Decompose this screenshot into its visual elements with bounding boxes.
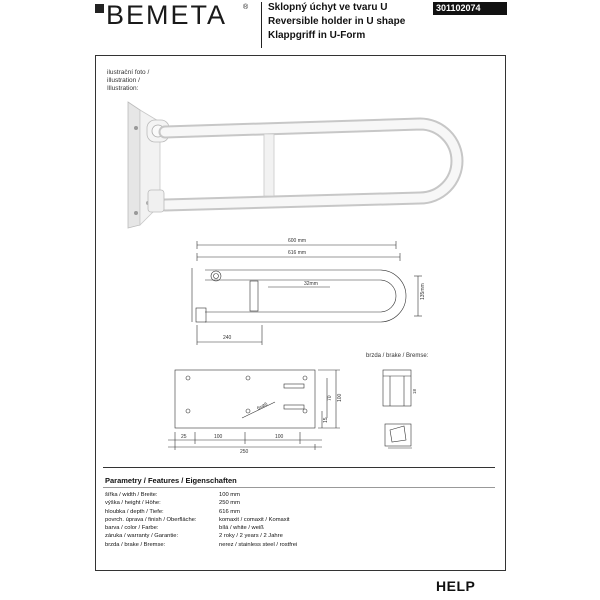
dim-616-label: 616 mm bbox=[288, 250, 307, 256]
param-value: 616 mm bbox=[219, 508, 240, 515]
product-code: 301102074 bbox=[433, 2, 507, 15]
param-key: barva / color / Farbe: bbox=[105, 525, 159, 532]
product-illustration bbox=[128, 102, 457, 228]
param-key: brzda / brake / Bremse: bbox=[105, 541, 166, 548]
dim-135-label: 135mm bbox=[420, 283, 426, 300]
illustration-label-cz: ilustrační foto / bbox=[107, 69, 150, 76]
params-divider bbox=[103, 487, 495, 488]
params-row bbox=[105, 532, 297, 540]
params-title: Parametry / Features / Eigenschaften bbox=[105, 476, 237, 485]
dim-600-label: 600 mm bbox=[288, 238, 307, 244]
dim-25-label: 25 bbox=[181, 434, 187, 440]
dim-32-label: 32mm bbox=[304, 281, 318, 287]
params-row bbox=[105, 541, 297, 549]
plate-front-view bbox=[168, 370, 340, 450]
params-row bbox=[105, 491, 297, 499]
params-row bbox=[105, 524, 297, 532]
param-key: výška / height / Höhe: bbox=[105, 500, 161, 507]
params-row bbox=[105, 508, 297, 516]
param-key: šířka / width / Breite: bbox=[105, 492, 158, 498]
title-de: Klappgriff in U-Form bbox=[268, 30, 366, 41]
params-table bbox=[105, 491, 297, 549]
params-divider-top bbox=[103, 467, 495, 468]
param-value: 100 mm bbox=[219, 492, 240, 498]
top-view-drawing bbox=[192, 241, 422, 345]
param-key: hloubka / depth / Tiefe: bbox=[105, 508, 164, 515]
help-label: HELP bbox=[436, 578, 476, 594]
dim-100b-label: 100 bbox=[275, 434, 284, 440]
brake-label: brzda / brake / Bremse: bbox=[366, 353, 429, 359]
title-en: Reversible holder in U shape bbox=[268, 16, 406, 27]
param-value: bílá / white / weiß bbox=[219, 525, 264, 532]
param-value: 2 roky / 2 years / 2 Jahre bbox=[219, 533, 283, 540]
dim-240-label: 240 bbox=[223, 335, 232, 341]
param-value: komaxit / comaxit / Komaxit bbox=[219, 516, 290, 523]
title-cz: Sklopný úchyt ve tvaru U bbox=[268, 2, 388, 13]
dim-100a-label: 100 bbox=[214, 434, 223, 440]
param-key: povrch. úprava / finish / Oberfläche: bbox=[105, 516, 197, 523]
dim-15-label: 15 bbox=[323, 417, 329, 423]
params-row bbox=[105, 516, 297, 524]
param-value: 250 mm bbox=[219, 500, 240, 507]
illustration-label-de: Illustration: bbox=[107, 85, 139, 92]
dim-70-label: 70 bbox=[327, 395, 333, 401]
param-value: nerez / stainless steel / rostfrei bbox=[219, 541, 298, 548]
dim-100v-label: 100 bbox=[337, 393, 343, 402]
param-key: záruka / warranty / Garantie: bbox=[105, 533, 179, 540]
illustration-label-en: illustration / bbox=[107, 77, 140, 84]
holes-label: 6x⌀6 bbox=[256, 401, 269, 412]
brake-dim-label: 18 bbox=[412, 388, 417, 394]
params-row bbox=[105, 499, 297, 507]
brand-logo: BEMETA bbox=[106, 0, 228, 30]
dim-250-label: 250 bbox=[240, 449, 249, 455]
registered-mark: ® bbox=[243, 4, 249, 11]
brake-detail bbox=[383, 370, 412, 448]
